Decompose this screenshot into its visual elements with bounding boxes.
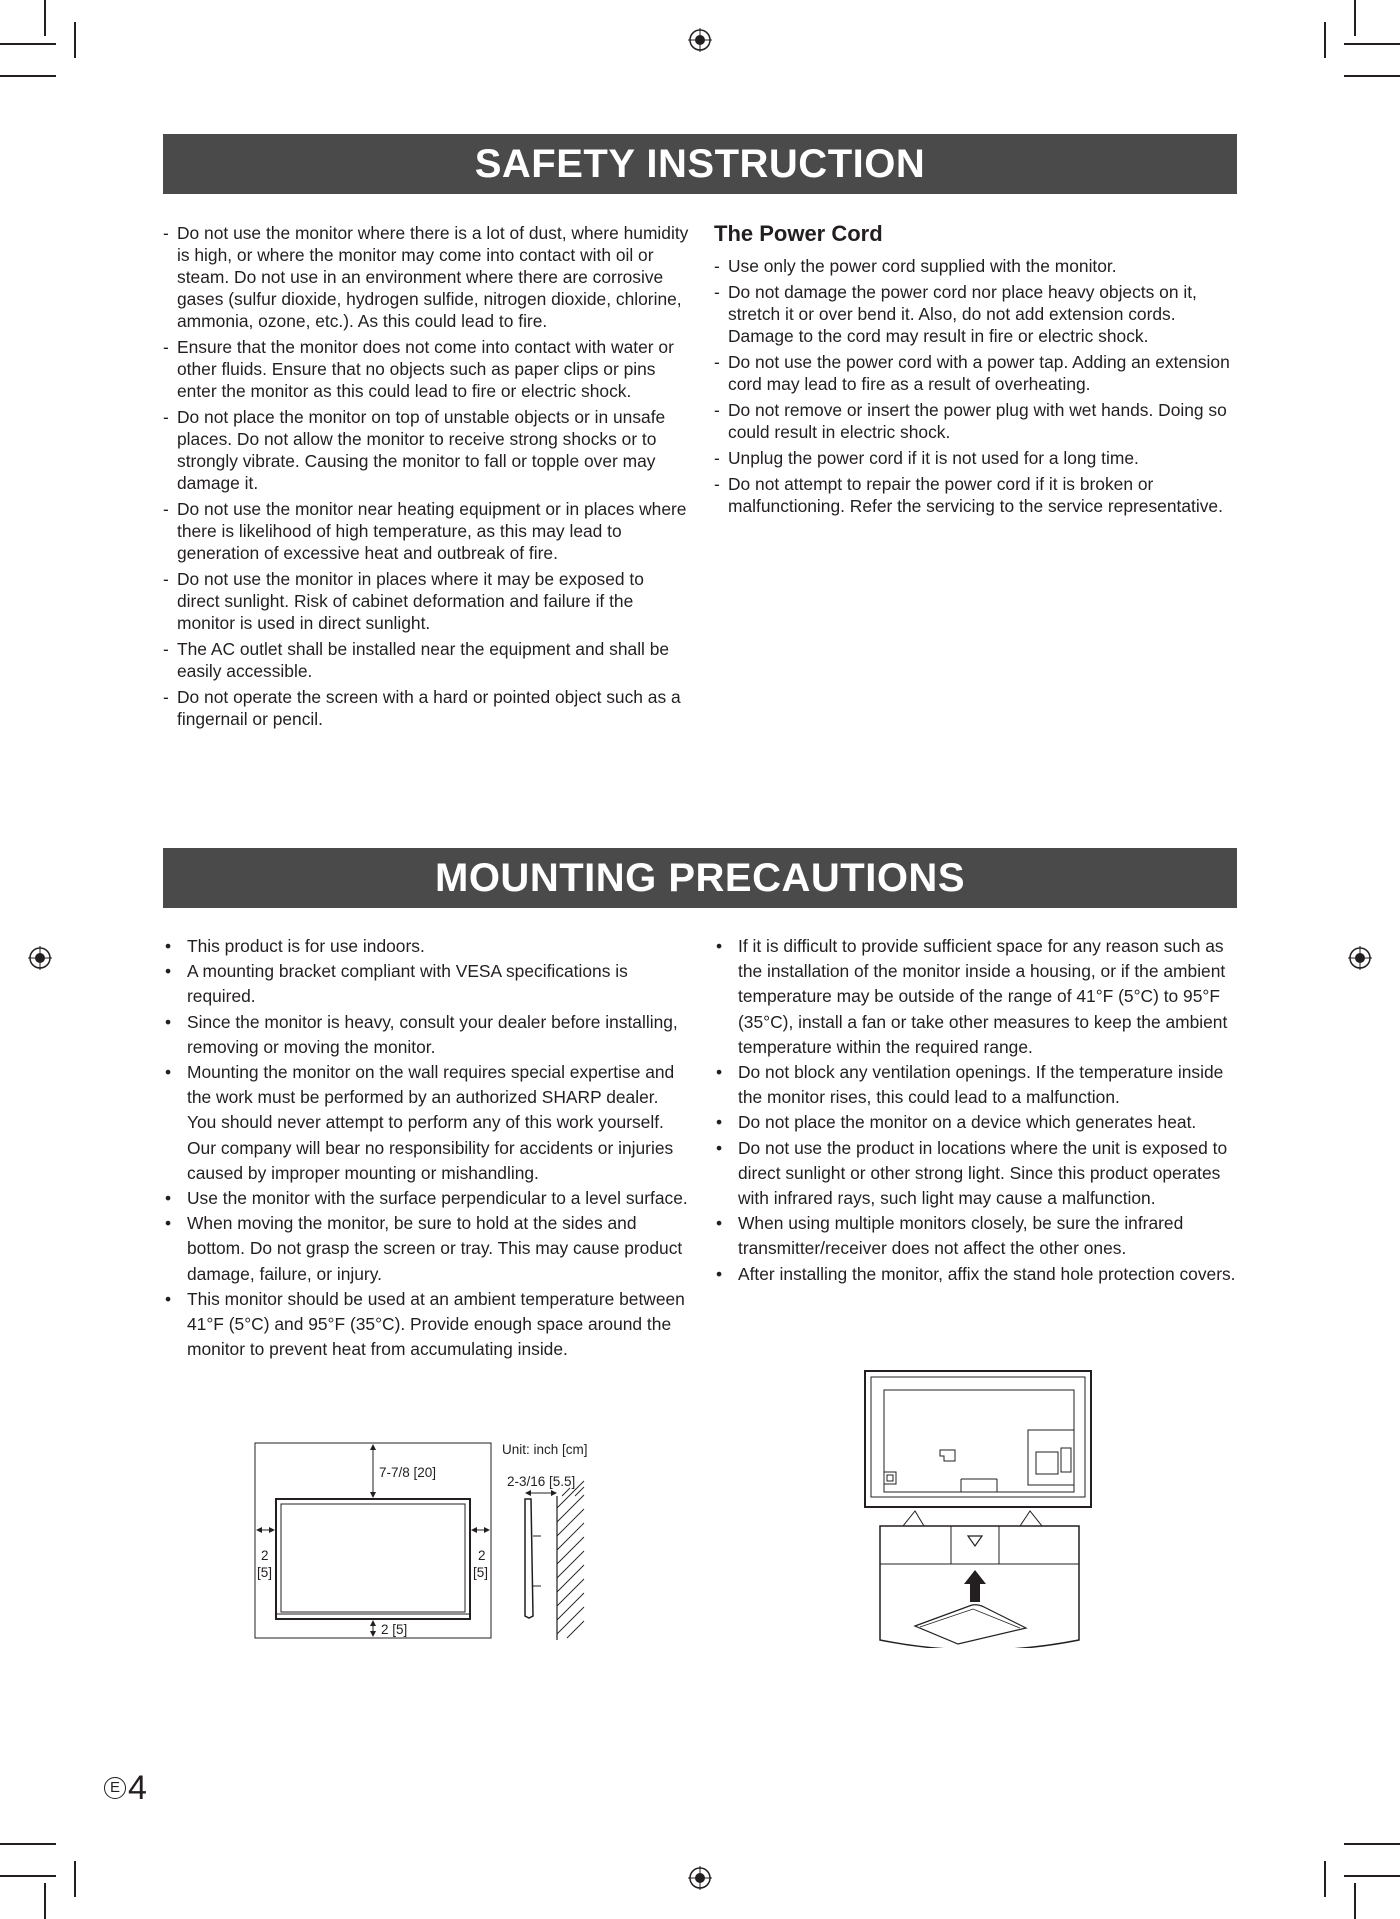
list-item: • After installing the monitor, affix the stand hole protection covers. (714, 1262, 1241, 1287)
registration-mark-icon (1348, 946, 1372, 970)
list-item: • When moving the monitor, be sure to hold at the sides and bottom. Do not grasp the screen or tray. This may cause product damage, failure, or injury. (163, 1211, 690, 1287)
list-item: - Do not use the monitor where there is a lot of dust, where humidity is high, or where the monitor may come into contact with oil or steam. Do not use in an environment where there are corrosive gases (sulfur dioxide, hydrogen sulfide, nitrogen dioxide, chlorine, ammonia, ozone, etc.). As this could lead to fire. (163, 222, 690, 332)
mounting-precautions-title: MOUNTING PRECAUTIONS (163, 848, 1237, 908)
crop-mark (1344, 1843, 1400, 1845)
crop-mark (1324, 22, 1326, 58)
list-item: - Use only the power cord supplied with the monitor. (714, 255, 1239, 277)
list-item: • Do not use the product in locations where the unit is exposed to direct sunlight or other strong light. Since this product operates with infrared rays, such light may cause a malfunction. (714, 1136, 1241, 1212)
list-item: • A mounting bracket compliant with VESA specifications is required. (163, 959, 690, 1009)
list-item: • Since the monitor is heavy, consult your dealer before installing, removing or moving the monitor. (163, 1010, 690, 1060)
list-item: • Use the monitor with the surface perpendicular to a level surface. (163, 1186, 690, 1211)
clearance-diagram (250, 1436, 600, 1646)
crop-mark (44, 1883, 46, 1919)
right-clearance-label: 2 (478, 1548, 486, 1563)
safety-list (163, 222, 690, 730)
left-clearance-label: 2 (261, 1548, 269, 1563)
crop-mark (1344, 43, 1400, 45)
crop-mark (0, 43, 56, 45)
left-clearance-unit: [5] (257, 1565, 273, 1580)
crop-mark (0, 1875, 56, 1877)
unit-label: Unit: inch [cm] (502, 1442, 588, 1457)
crop-mark (74, 22, 76, 58)
list-item: • Do not place the monitor on a device which generates heat. (714, 1110, 1241, 1135)
crop-mark (0, 1843, 56, 1845)
bottom-clearance-label: 2 [5] (381, 1622, 408, 1637)
list-item: • This monitor should be used at an ambient temperature between 41°F (5°C) and 95°F (35°C). Provide enough space around the monitor to prevent heat from accumulating inside. (163, 1287, 690, 1363)
list-item: - Ensure that the monitor does not come into contact with water or other fluids. Ensure that no objects such as paper clips or pins enter the monitor as this could lead to fire or electric shock. (163, 336, 690, 402)
crop-mark (74, 1861, 76, 1897)
safety-left-column (163, 222, 690, 734)
power-cord-heading: The Power Cord (714, 221, 883, 246)
list-item: • If it is difficult to provide sufficient space for any reason such as the installation of the monitor inside a housing, or if the ambient temperature may be outside of the range of 41°F (5°C) to 95°F (35°C), install a fan or take other measures to keep the ambient temperature within the required range. (714, 934, 1241, 1060)
crop-mark (0, 75, 56, 77)
list-item: - Do not use the monitor in places where it may be exposed to direct sunlight. Risk of cabinet deformation and failure if the monitor is used in direct sunlight. (163, 568, 690, 634)
list-item: • This product is for use indoors. (163, 934, 690, 959)
list-item: • Mounting the monitor on the wall requires special expertise and the work must be performed by an authorized SHARP dealer. You should never attempt to perform any of this work yourself. Our company will bear no responsibility for accidents or injuries caused by improper mounting or mishandling. (163, 1060, 690, 1186)
list-item: - Do not use the monitor near heating equipment or in places where there is likelihood of high temperature, as this may lead to generation of excessive heat and outbreak of fire. (163, 498, 690, 564)
crop-mark (44, 0, 46, 36)
list-item: - Unplug the power cord if it is not used for a long time. (714, 447, 1239, 469)
registration-mark-icon (688, 1866, 712, 1890)
wall-clearance-label: 2-3/16 [5.5] (507, 1474, 576, 1489)
list-item: - Do not use the power cord with a power tap. Adding an extension cord may lead to fire as a result of overheating. (714, 351, 1239, 395)
top-clearance-label: 7-7/8 [20] (379, 1465, 437, 1480)
safety-instruction-title: SAFETY INSTRUCTION (163, 134, 1237, 194)
crop-mark (1354, 0, 1356, 36)
mounting-left-column (163, 934, 690, 1362)
list-item: - Do not attempt to repair the power cord if it is broken or malfunctioning. Refer the servicing to the service representative. (714, 473, 1239, 517)
list-item: • When using multiple monitors closely, be sure the infrared transmitter/receiver does not affect the other ones. (714, 1211, 1241, 1261)
right-clearance-unit: [5] (473, 1565, 489, 1580)
power-cord-list (714, 255, 1239, 517)
list-item: - Do not remove or insert the power plug with wet hands. Doing so could result in electric shock. (714, 399, 1239, 443)
crop-mark (1354, 1883, 1356, 1919)
registration-mark-icon (28, 946, 52, 970)
list-item: - Do not place the monitor on top of unstable objects or in unsafe places. Do not allow the monitor to receive strong shocks or to strongly vibrate. Causing the monitor to fall or topple over may damage it. (163, 406, 690, 494)
mounting-right-list (714, 934, 1241, 1287)
stand-hole-cover-diagram (860, 1368, 1100, 1648)
registration-mark-icon (688, 28, 712, 52)
crop-mark (1344, 75, 1400, 77)
list-item: - Do not damage the power cord nor place heavy objects on it, stretch it or over bend it. Also, do not add extension cords. Damage to the cord may result in fire or electric shock. (714, 281, 1239, 347)
page-number (104, 1771, 147, 1805)
page-language-badge: E (104, 1777, 126, 1799)
safety-right-column (714, 221, 1239, 521)
mounting-right-column (714, 934, 1241, 1287)
list-item: • Do not block any ventilation openings. If the temperature inside the monitor rises, this could lead to a malfunction. (714, 1060, 1241, 1110)
crop-mark (1344, 1875, 1400, 1877)
crop-mark (1324, 1861, 1326, 1897)
list-item: - Do not operate the screen with a hard or pointed object such as a fingernail or pencil. (163, 686, 690, 730)
page-number-value: 4 (128, 1769, 147, 1807)
mounting-left-list (163, 934, 690, 1362)
list-item: - The AC outlet shall be installed near the equipment and shall be easily accessible. (163, 638, 690, 682)
